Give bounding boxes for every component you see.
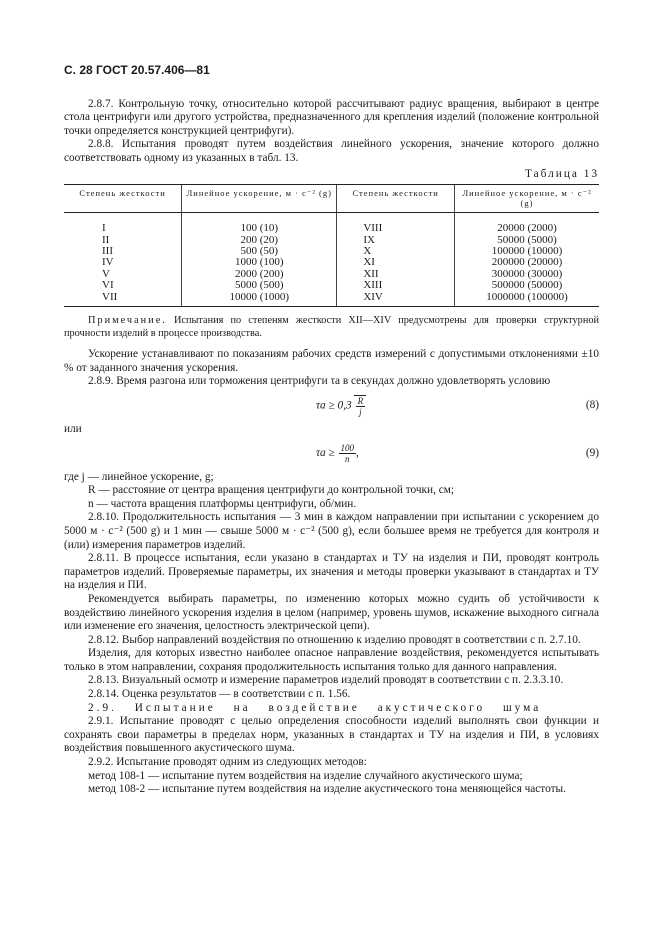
where-line: где j — линейное ускорение, g; [64, 470, 214, 483]
table-cell: 1000000 (100000) [455, 292, 599, 307]
table-cell: 100000 (10000) [455, 246, 599, 257]
formula-8-numerator: R [357, 395, 364, 406]
table-cell: XIII [337, 280, 455, 291]
table-caption: Таблица 13 [525, 167, 599, 180]
paragraph-2-8-10: 2.8.10. Продолжительность испытания — 3 мин в каждом направлении при испытании с ускорением до 5000 м · с⁻² (500 g) и 1 мин — свыше 5000 м · с⁻² (500 g), если большее время не требуется для контроля и (или) измерения параметров изделий. [64, 511, 599, 551]
paragraph-2-8-7: 2.8.7. Контрольную точку, относительно которой рассчитывают радиус вращения, выбирают в центре стола центрифуги или другого устройства, предназначенного для крепления изделий (положение контрольной точки определяется конструкцией центрифуги). [64, 97, 599, 137]
formula-9-lhs: τа ≥ [316, 446, 335, 459]
page-header: С. 28 ГОСТ 20.57.406—81 [64, 63, 210, 77]
formula-8-fraction [356, 396, 366, 417]
table-cell: 100 (10) [182, 213, 337, 235]
paragraph-2-8-8: 2.8.8. Испытания проводят путем воздействия линейного ускорения, значение которого должно соответствовать одному из указанных в табл. 13. [64, 138, 599, 164]
note-label: Примечание. [88, 315, 167, 326]
paragraph-2-8-14: 2.8.14. Оценка результатов — в соответствии с п. 1.56. [88, 688, 351, 701]
table-cell: VII [64, 292, 182, 307]
paragraph-2-8-12: 2.8.12. Выбор направлений воздействия по отношению к изделию проводят в соответствии с п. 2.7.10. [88, 633, 581, 646]
table-cell: I [102, 222, 106, 235]
table-cell: V [102, 267, 110, 280]
table-cell: 2000 (200) [182, 269, 337, 280]
table-cell: 20000 (2000) [455, 213, 599, 235]
table-cell: IX [337, 235, 455, 246]
table-cell: 300000 (30000) [455, 269, 599, 280]
formula-8-lhs: τа ≥ 0,3 [316, 399, 352, 412]
paragraph-2-9-1: 2.9.1. Испытание проводят с целью определения способности изделий выполнять свои функции и сохранять свои параметры в пределах норм, указанных в стандартах и ТУ на изделия и ПИ, в условиях воздействия повышенного акустического шума. [64, 715, 599, 755]
table-cell: II [102, 233, 110, 246]
table-cell: 50000 (5000) [455, 235, 599, 246]
formula-9-number: (9) [585, 446, 599, 459]
sqrt-sign [354, 395, 367, 417]
table-cell: 10000 (1000) [182, 292, 337, 307]
formula-8-expression [316, 395, 366, 417]
table-cell: IV [102, 256, 114, 269]
table-row [64, 213, 599, 235]
formula-9-tail: , [356, 446, 359, 459]
table-note [64, 315, 599, 340]
table-cell: 500 (50) [182, 246, 337, 257]
table-header-cell: Линейное ускорение, м · с⁻² (g) [182, 185, 337, 213]
table-row [64, 280, 599, 291]
section-heading-2-9: 2.9. Испытание на воздействие акустического шума [88, 701, 542, 714]
paragraph-2-8-9: 2.8.9. Время разгона или торможения центрифуги τа в секундах должно удовлетворять условию [88, 375, 551, 388]
paragraph-recommend: Рекомендуется выбирать параметры, по изменению которых можно судить об устойчивости к воздействию линейного ускорения изделия в целом (например, уровень шумов, искажение выходного сигнала или изменение его значения, целостность электрической цепи). [64, 592, 599, 633]
formula-9-numerator: 100 [340, 442, 355, 453]
table-cell: VI [102, 279, 114, 292]
formula-9-expression [316, 443, 359, 464]
table-cell: 500000 (50000) [455, 280, 599, 291]
method-108-1: метод 108-1 — испытание путем воздействия на изделие случайного акустического шума; [88, 769, 523, 782]
table-cell: XIV [337, 292, 455, 307]
where-line: R — расстояние от центра вращения центрифуги до контрольной точки, см; [88, 484, 455, 497]
table-row [64, 292, 599, 307]
table-cell: 1000 (100) [182, 257, 337, 268]
table-cell: XI [337, 257, 455, 268]
or-word: или [64, 422, 82, 435]
where-line: n — частота вращения платформы центрифуги, об/мин. [88, 497, 357, 510]
formula-8 [64, 389, 599, 423]
document-page [64, 64, 599, 797]
table-header-cell: Степень жесткости [337, 185, 455, 213]
table-13 [64, 184, 599, 307]
table-cell: 200 (20) [182, 235, 337, 246]
formula-9-fraction [339, 443, 357, 464]
paragraph-2-9-2: 2.9.2. Испытание проводят одним из следующих методов: [88, 756, 367, 769]
method-108-2: метод 108-2 — испытание путем воздействия на изделие акустического тона меняющейся частоты. [88, 783, 566, 796]
table-cell: 5000 (500) [182, 280, 337, 291]
table-cell: XII [337, 269, 455, 280]
table-cell: X [337, 246, 455, 257]
table-header-cell: Линейное ускорение, м · с⁻² (g) [455, 185, 599, 213]
paragraph-acceleration: Ускорение устанавливают по показаниям рабочих средств измерений с допустимыми отклонениями ±10 % от заданного значения ускорения. [64, 348, 599, 374]
paragraph-2-8-11: 2.8.11. В процессе испытания, если указано в стандартах и ТУ на изделия и ПИ, проводят контроль параметров изделий. Проверяемые параметры, их значения и методы проверки указывают в стандартах и ТУ на изделия и ПИ. [64, 552, 599, 592]
formula-9-denominator: n [345, 453, 350, 464]
table-cell: III [102, 244, 113, 257]
paragraph-direction: Изделия, для которых известно наиболее опасное направление воздействия, рекомендуется испытывать только в этом направлении, сохраняя продолжительность испытания только для данного направления. [64, 647, 599, 673]
table-header-cell: Степень жесткости [64, 185, 182, 213]
formula-8-number: (8) [585, 398, 599, 411]
formula-9 [64, 437, 599, 471]
table-cell: 200000 (20000) [455, 257, 599, 268]
formula-8-denominator: j [359, 406, 362, 417]
table-cell: VIII [337, 213, 455, 235]
note-text: Испытания по степеням жесткости XII—XIV предусмотрены для проверки структурной прочности изделий в процессе производства. [64, 315, 599, 339]
paragraph-2-8-13: 2.8.13. Визуальный осмотр и измерение параметров изделий проводят в соответствии с п. 2.3.3.10. [88, 674, 564, 687]
